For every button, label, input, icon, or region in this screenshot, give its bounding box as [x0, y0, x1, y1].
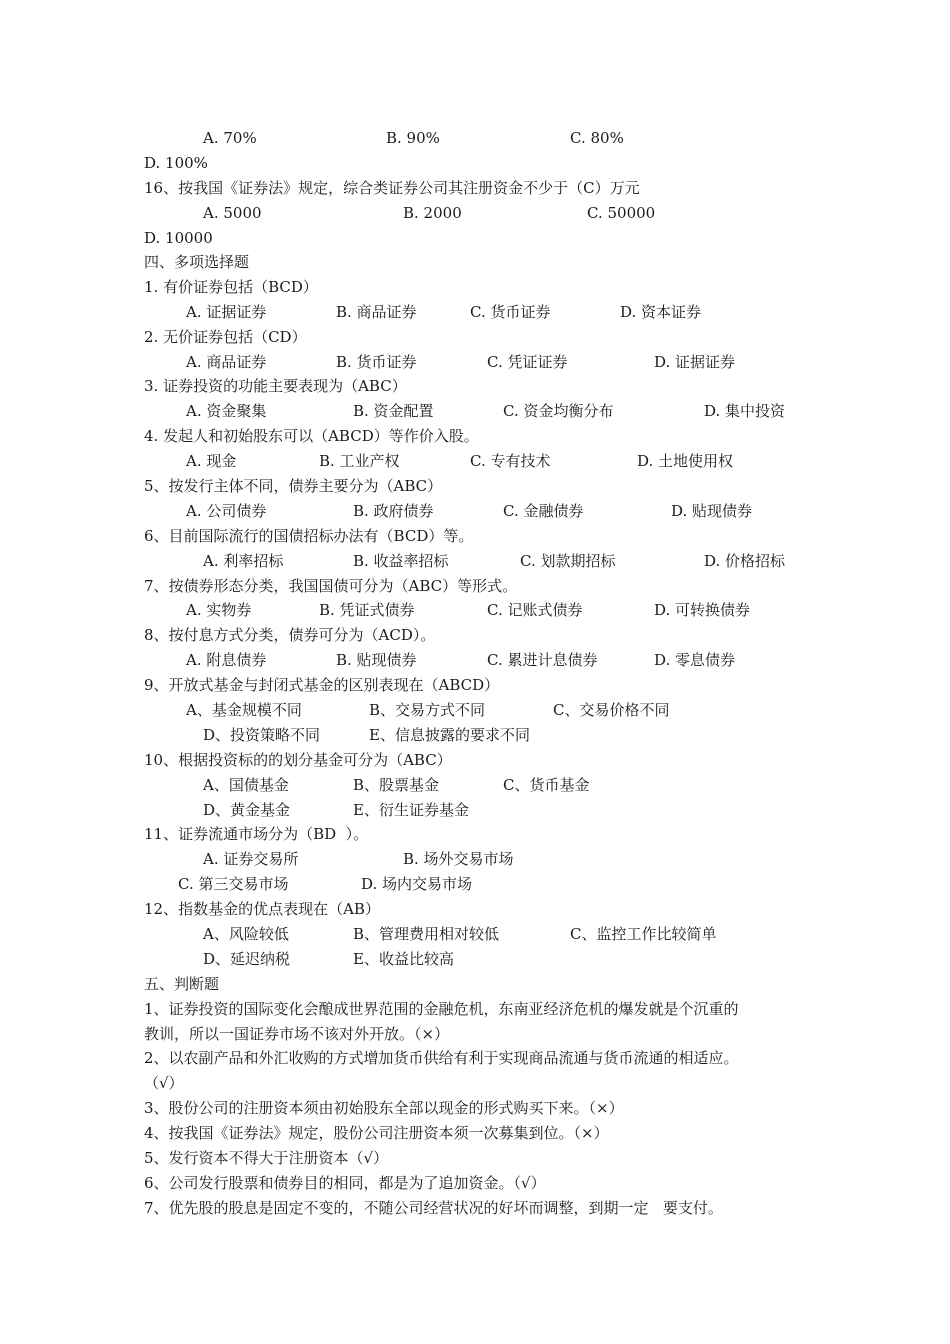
mc10-stem: 10、根据投资标的的划分基金可分为（ABC） — [144, 751, 452, 769]
mc7-option-a: A. 实物券 — [186, 601, 252, 619]
q16-option-b: B. 2000 — [403, 204, 462, 222]
q15-option-b: B. 90% — [386, 129, 440, 147]
mc7-stem: 7、按债券形态分类，我国国债可分为（ABC）等形式。 — [144, 577, 518, 595]
mc1-option-b: B. 商品证券 — [336, 303, 417, 321]
mc2-option-c: C. 凭证证券 — [487, 353, 568, 371]
q16-stem: 16、按我国《证券法》规定，综合类证券公司其注册资金不少于（C）万元 — [144, 179, 640, 197]
mc11-option-c: C. 第三交易市场 — [178, 875, 289, 893]
mc9-option-c: C、交易价格不同 — [553, 701, 670, 719]
mc3-option-d: D. 集中投资 — [704, 402, 786, 420]
mc6-option-b: B. 收益率招标 — [353, 552, 449, 570]
q15-option-a: A. 70% — [203, 129, 257, 147]
tf3-statement: 3、股份公司的注册资本须由初始股东全部以现金的形式购买下来。（×） — [144, 1099, 624, 1117]
mc9-stem: 9、开放式基金与封闭式基金的区别表现在（ABCD） — [144, 676, 500, 694]
mc7-option-b: B. 凭证式债券 — [319, 601, 415, 619]
mc12-option-b: B、管理费用相对较低 — [353, 925, 500, 943]
mc7-option-d: D. 可转换债券 — [654, 601, 751, 619]
mc6-option-c: C. 划款期招标 — [520, 552, 616, 570]
mc10-option-a: A、国债基金 — [203, 776, 289, 794]
mc4-option-b: B. 工业产权 — [319, 452, 400, 470]
mc5-option-a: A. 公司债券 — [186, 502, 267, 520]
mc4-stem: 4. 发起人和初始股东可以（ABCD）等作价入股。 — [144, 427, 479, 445]
tf1-line2: 教训，所以一国证券市场不该对外开放。（×） — [144, 1025, 450, 1043]
q16-option-a: A. 5000 — [203, 204, 262, 222]
mc12-option-d: D、延迟纳税 — [203, 950, 291, 968]
mc4-option-a: A. 现金 — [186, 452, 237, 470]
mc11-option-a: A. 证券交易所 — [203, 850, 299, 868]
mc5-option-b: B. 政府债券 — [353, 502, 434, 520]
mc6-option-d: D. 价格招标 — [704, 552, 786, 570]
mc9-option-b: B、交易方式不同 — [369, 701, 486, 719]
tf2-line2: （√） — [144, 1074, 184, 1092]
tf7-statement: 7、优先股的股息是固定不变的，不随公司经营状况的好坏而调整，到期一定 要支付。 — [144, 1199, 723, 1217]
mc10-option-c: C、货币基金 — [503, 776, 590, 794]
mc4-option-d: D. 土地使用权 — [637, 452, 734, 470]
mc8-option-a: A. 附息债券 — [186, 651, 267, 669]
mc8-option-b: B. 贴现债券 — [336, 651, 417, 669]
tf1-line1: 1、证券投资的国际变化会酿成世界范围的金融危机，东南亚经济危机的爆发就是个沉重的 — [144, 1000, 739, 1018]
mc12-option-a: A、风险较低 — [203, 925, 289, 943]
mc12-option-e: E、收益比较高 — [353, 950, 454, 968]
mc1-option-c: C. 货币证券 — [470, 303, 551, 321]
mc11-option-b: B. 场外交易市场 — [403, 850, 514, 868]
mc10-option-e: E、衍生证券基金 — [353, 801, 469, 819]
q16-option-d: D. 10000 — [144, 229, 213, 247]
mc6-option-a: A. 利率招标 — [203, 552, 284, 570]
tf6-statement: 6、公司发行股票和债券目的相同，都是为了追加资金。（√） — [144, 1174, 546, 1192]
mc12-stem: 12、指数基金的优点表现在（AB） — [144, 900, 380, 918]
mc9-option-d: D、投资策略不同 — [203, 726, 321, 744]
mc1-option-d: D. 资本证券 — [620, 303, 702, 321]
mc8-option-c: C. 累进计息债券 — [487, 651, 598, 669]
mc4-option-c: C. 专有技术 — [470, 452, 551, 470]
tf4-statement: 4、按我国《证券法》规定，股份公司注册资本须一次募集到位。（×） — [144, 1124, 609, 1142]
mc2-option-d: D. 证据证券 — [654, 353, 736, 371]
mc8-option-d: D. 零息债券 — [654, 651, 736, 669]
mc5-stem: 5、按发行主体不同，债券主要分为（ABC） — [144, 477, 443, 495]
mc7-option-c: C. 记账式债券 — [487, 601, 583, 619]
mc5-option-c: C. 金融债券 — [503, 502, 584, 520]
mc5-option-d: D. 贴现债券 — [671, 502, 753, 520]
mc9-option-a: A、基金规模不同 — [186, 701, 302, 719]
mc1-stem: 1. 有价证券包括（BCD） — [144, 278, 318, 296]
mc10-option-b: B、股票基金 — [353, 776, 440, 794]
mc10-option-d: D、黄金基金 — [203, 801, 291, 819]
mc2-option-b: B. 货币证券 — [336, 353, 417, 371]
q15-option-c: C. 80% — [570, 129, 624, 147]
mc2-stem: 2. 无价证券包括（CD） — [144, 328, 307, 346]
mc11-option-d: D. 场内交易市场 — [361, 875, 473, 893]
mc11-stem: 11、证券流通市场分为（BD ）。 — [144, 825, 369, 843]
mc6-stem: 6、目前国际流行的国债招标办法有（BCD）等。 — [144, 527, 474, 545]
mc9-option-e: E、信息披露的要求不同 — [369, 726, 530, 744]
mc3-stem: 3. 证券投资的功能主要表现为（ABC） — [144, 377, 407, 395]
mc3-option-a: A. 资金聚集 — [186, 402, 267, 420]
tf5-statement: 5、发行资本不得大于注册资本（√） — [144, 1149, 389, 1167]
section5-title: 五、判断题 — [144, 975, 220, 993]
mc3-option-c: C. 资金均衡分布 — [503, 402, 614, 420]
q16-option-c: C. 50000 — [587, 204, 656, 222]
mc3-option-b: B. 资金配置 — [353, 402, 434, 420]
tf2-line1: 2、以农副产品和外汇收购的方式增加货币供给有利于实现商品流通与货币流通的相适应。 — [144, 1049, 739, 1067]
mc12-option-c: C、监控工作比较简单 — [570, 925, 717, 943]
mc8-stem: 8、按付息方式分类，债券可分为（ACD）。 — [144, 626, 436, 644]
section4-title: 四、多项选择题 — [144, 253, 250, 271]
mc2-option-a: A. 商品证券 — [186, 353, 267, 371]
mc1-option-a: A. 证据证券 — [186, 303, 267, 321]
q15-option-d: D. 100% — [144, 154, 208, 172]
